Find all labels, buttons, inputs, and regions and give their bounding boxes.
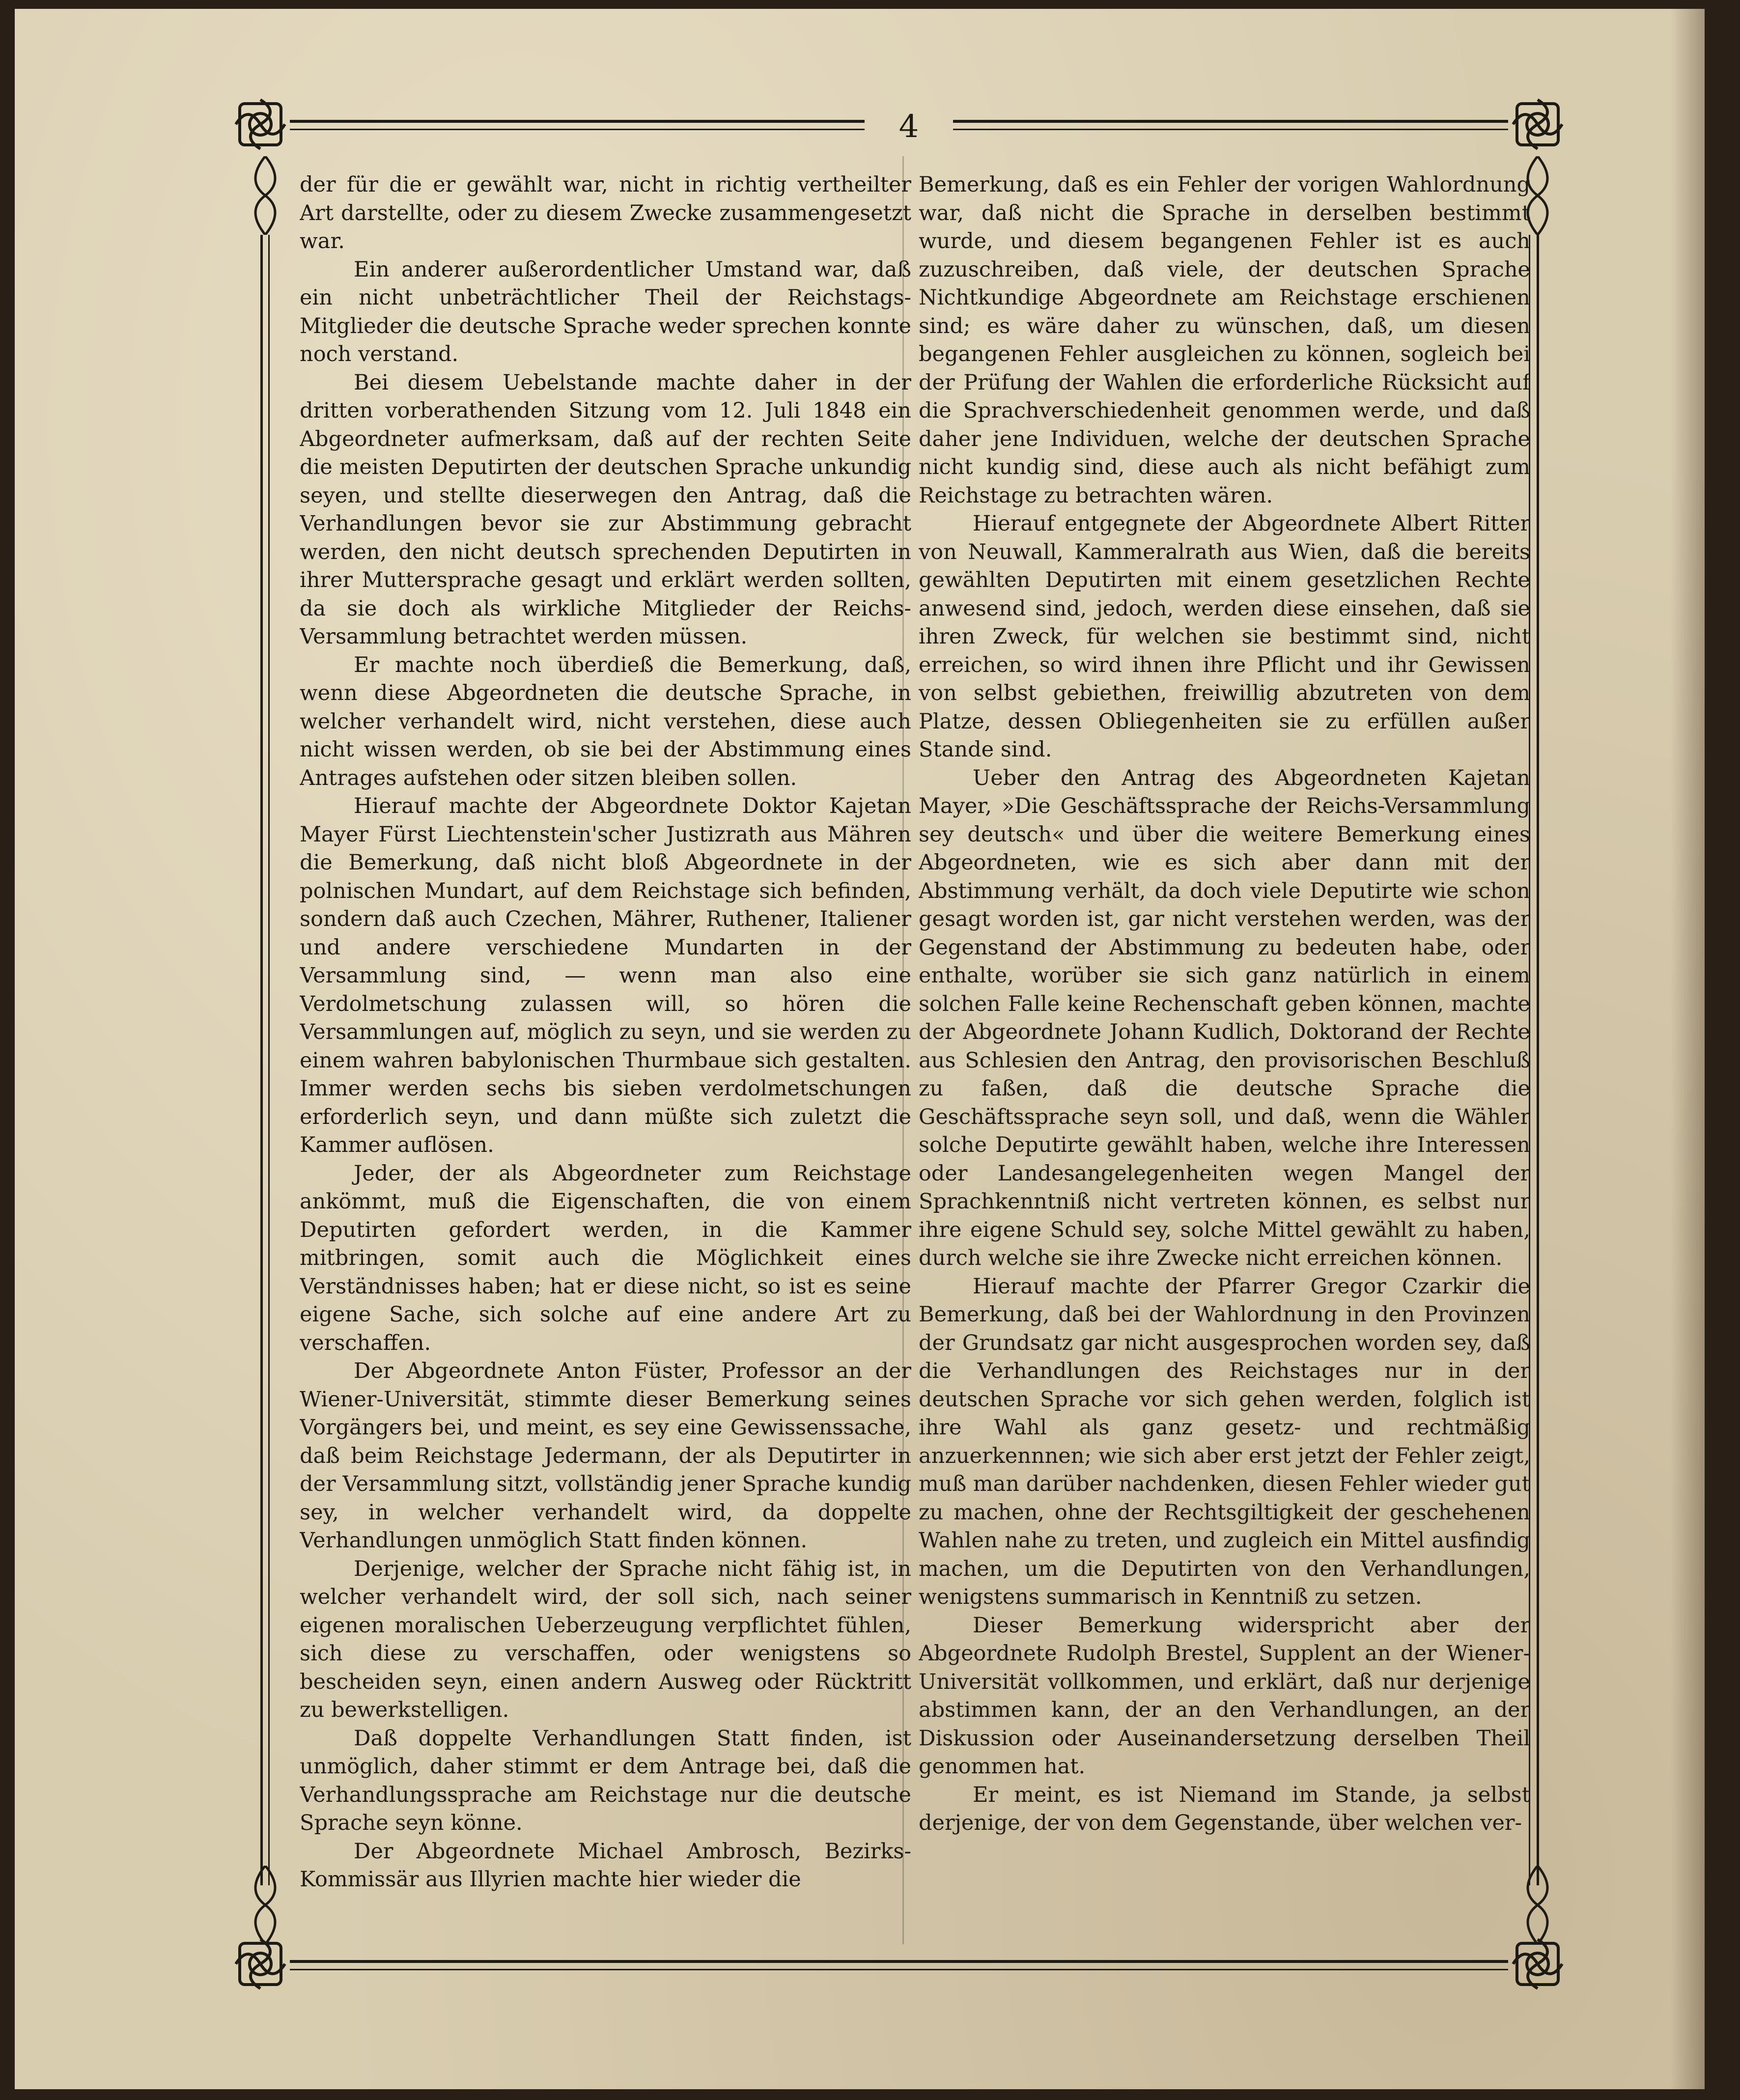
page-number: 4 (898, 109, 919, 145)
page-gutter-shadow (1670, 9, 1705, 2089)
bottom-rule-thick (290, 1960, 1508, 1963)
right-border-outer (1537, 235, 1539, 1885)
paragraph: Er meint, es ist Niemand im Stande, ja selbst derjenige, der von dem Gegenstande, über welchen ver- (919, 1782, 1530, 1835)
paragraph: der für die er gewählt war, nicht in richtig vertheilter Art darstellte, oder zu diesem Zwecke zusammengesetzt war. (300, 172, 911, 253)
paragraph: Der Abgeordnete Anton Füster, Professor an der Wiener-Universität, stimmte dieser Bemerkung seines Vorgängers bei, und meint, es sey eine Gewissenssache, daß beim Reichstage Jedermann, der als Deputirter in der Versammlung sitzt, vollständig jener Sprache kundig sey, in welcher verhandelt wird, da doppelte Verhandlungen unmöglich Statt finden können. (300, 1359, 911, 1553)
paragraph: Ueber den Antrag des Abgeordneten Kajetan Mayer, »Die Geschäftssprache der Reichs-Versammlung sey deutsch« und über die weitere Bemerkung eines Abgeordneten, wie es sich aber dann mit der Abstimmung verhält, da doch viele Deputirte wie schon gesagt worden ist, gar nicht verstehen werden, was der Gegenstand der Abstimmung zu bedeuten habe, oder enthalte, worüber sie sich ganz natürlich in einem solchen Falle keine Rechenschaft geben können, machte der Abgeordnete Johann Kudlich, Doktorand der Rechte aus Schlesien den Antrag, den provisorischen Beschluß zu faßen, daß die deutsche Sprache die Geschäftssprache seyn soll, und daß, wenn die Wähler solche Deputirte gewählt haben, welche ihre Interessen oder Landesangelegenheiten wegen Mangel der Sprachkenntniß nicht vertreten können, es selbst nur ihre eigene Schuld sey, solche Mittel gewählt zu haben, durch welche sie ihre Zwecke nicht erreichen können. (919, 765, 1530, 1270)
paragraph: Daß doppelte Verhandlungen Statt finden, ist unmöglich, daher stimmt er dem Antrage bei, daß die Verhandlungssprache am Reichstage nur die deutsche Sprache seyn könne. (300, 1726, 911, 1835)
top-rule-right-thick (953, 120, 1508, 123)
paragraph: Bei diesem Uebelstande machte daher in der dritten vorberathenden Sitzung vom 12. Juli 1848 ein Abgeordneter aufmerksam, daß auf der rechten Seite die meisten Deputirten der deutschen Sprache unkundig seyen, und stellte dieserwegen den Antrag, daß die Verhandlungen bevor sie zur Abstimmung gebracht werden, den nicht deutsch sprechenden Deputirten in ihrer Muttersprache gesagt und erklärt werden sollten, da sie doch als wirkliche Mitglieder der Reichs-Versammlung betrachtet werden müssen. (300, 370, 911, 649)
paragraph: Jeder, der als Abgeordneter zum Reichstage ankömmt, muß die Eigenschaften, die von einem Deputirten gefordert werden, in die Kammer mitbringen, somit auch die Möglichkeit eines Verständnisses haben; hat er diese nicht, so ist es seine eigene Sache, sich solche auf eine andere Art zu verschaffen. (300, 1161, 911, 1355)
paragraph: Hierauf machte der Abgeordnete Doktor Kajetan Mayer Fürst Liechtenstein'scher Justizrath aus Mähren die Bemerkung, daß nicht bloß Abgeordnete in der polnischen Mundart, auf dem Reichstage sich befinden, sondern daß auch Czechen, Mährer, Ruthener, Italiener und andere verschiedene Mundarten in der Versammlung sind, — wenn man also eine Verdolmetschung zulassen will, so hören die Versammlungen auf, möglich zu seyn, und sie werden zu einem wahren babylonischen Thurmbaue sich gestalten. Immer werden sechs bis sieben verdolmetschungen erforderlich seyn, und dann müßte sich zuletzt die Kammer auflösen. (300, 794, 911, 1157)
top-rule-left-thin (290, 129, 865, 130)
right-column (919, 171, 1530, 1930)
celtic-knot-icon (1508, 95, 1567, 154)
flourish-icon (246, 156, 285, 235)
left-border-inner (268, 235, 270, 1885)
paragraph: Bemerkung, daß es ein Fehler der vorigen Wahlordnung war, daß nicht die Sprache in derselben bestimmt wurde, und diesem begangenen Fehler ist es auch zuzuschreiben, daß viele, der deutschen Sprache Nichtkundige Abgeordnete am Reichstage erschienen sind; es wäre daher zu wünschen, daß, um diesen begangenen Fehler ausgleichen zu können, sogleich bei der Prüfung der Wahlen die erforderliche Rücksicht auf die Sprachverschiedenheit genommen werde, und daß daher jene Individuen, welche der deutschen Sprache nicht kundig sind, diese auch als nicht befähigt zum Reichstage zu betrachten wären. (919, 172, 1530, 508)
left-column (300, 171, 911, 1930)
paragraph: Derjenige, welcher der Sprache nicht fähig ist, in welcher verhandelt wird, der soll sich, nach seiner eigenen moralischen Ueberzeugung verpflichtet fühlen, sich diese zu verschaffen, oder wenigstens so bescheiden seyn, einen andern Ausweg oder Rücktritt zu bewerkstelligen. (300, 1556, 911, 1722)
top-rule-right-thin (953, 129, 1508, 130)
left-border-outer (260, 235, 263, 1885)
newspaper-page (15, 9, 1705, 2089)
paragraph: Er machte noch überdieß die Bemerkung, daß, wenn diese Abgeordneten die deutsche Sprache, in welcher verhandelt wird, nicht verstehen, diese auch nicht wissen werden, ob sie bei der Abstimmung eines Antrages aufstehen oder sitzen bleiben sollen. (300, 652, 911, 790)
paragraph: Dieser Bemerkung widerspricht aber der Abgeordnete Rudolph Brestel, Supplent an der Wiener-Universität vollkommen, und erklärt, daß nur derjenige abstimmen kann, der an den Verhandlungen, an der Diskussion oder Auseinandersetzung derselben Theil genommen hat. (919, 1613, 1530, 1779)
celtic-knot-icon (231, 95, 290, 154)
bottom-rule-thin (290, 1969, 1508, 1970)
paragraph: Hierauf entgegnete der Abgeordnete Albert Ritter von Neuwall, Kammeralrath aus Wien, daß die bereits gewählten Deputirten mit einem gesetzlichen Rechte anwesend sind, jedoch, werden diese einsehen, daß sie ihren Zweck, für welchen sie bestimmt sind, nicht erreichen, so wird ihnen ihre Pflicht und ihr Gewissen von selbst gebiethen, freiwillig abzutreten von dem Platze, dessen Obliegenheiten sie zu erfüllen außer Stande sind. (919, 511, 1530, 762)
paragraph: Hierauf machte der Pfarrer Gregor Czarkir die Bemerkung, daß bei der Wahlordnung in den Provinzen der Grundsatz gar nicht ausgesprochen worden sey, daß die Verhandlungen des Reichstages nur in der deutschen Sprache vor sich gehen werden, folglich ist ihre Wahl als ganz gesetz- und rechtmäßig anzuerkennnen; wie sich aber erst jetzt der Fehler zeigt, muß man darüber nachdenken, diesen Fehler wieder gut zu machen, ohne der Rechtsgiltigkeit der geschehenen Wahlen nahe zu treten, und zugleich ein Mittel ausfindig machen, um die Deputirten von den Verhandlungen, wenigstens summarisch in Kenntniß zu setzen. (919, 1274, 1530, 1609)
flourish-icon (246, 1866, 285, 1944)
paragraph: Ein anderer außerordentlicher Umstand war, daß ein nicht unbeträchtlicher Theil der Reichstags-Mitglieder die deutsche Sprache weder sprechen konnte noch verstand. (300, 257, 911, 366)
paragraph: Der Abgeordnete Michael Ambrosch, Bezirks-Kommissär aus Illyrien machte hier wieder die (300, 1839, 911, 1892)
top-rule-left-thick (290, 120, 865, 123)
